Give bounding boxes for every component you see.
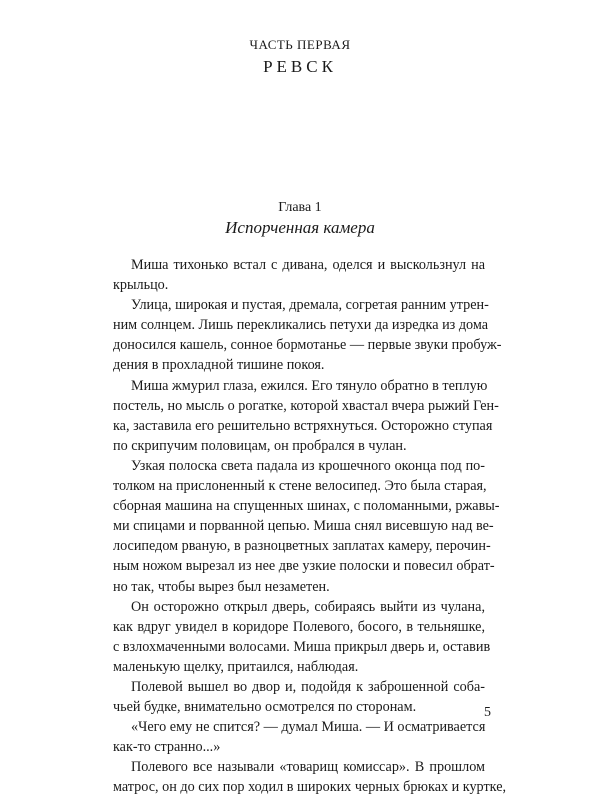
- text-line: Узкая полоска света падала из крошечного оконца под по-: [131, 457, 485, 474]
- text-line: Улица, широкая и пустая, дремала, согретая ранним утрен-: [131, 297, 489, 314]
- text-line: Полевого все называли «товарищ комиссар». В прошлом: [131, 759, 485, 776]
- text-line: чьей будке, внимательно осмотрелся по сторонам.: [113, 699, 417, 716]
- text-line: как-то странно...»: [113, 739, 221, 756]
- body-text: [113, 255, 507, 798]
- text-line: дения в прохладной тишине покоя.: [113, 357, 325, 374]
- text-line: лосипедом рваную, в разноцветных заплатах камеру, перочин-: [113, 538, 491, 555]
- page-number: 5: [484, 705, 491, 720]
- chapter-title: Испорченная камера: [225, 218, 375, 237]
- text-line: ми спицами и порванной цепью. Миша снял висевшую над ве-: [113, 518, 494, 535]
- text-line: как вдруг увидел в коридоре Полевого, босого, в тельняшке,: [113, 618, 485, 635]
- text-line: Миша жмурил глаза, ежился. Его тянуло обратно в теплую: [131, 377, 488, 394]
- text-line: сборная машина на спущенных шинах, с поломанными, ржавы-: [113, 498, 500, 515]
- text-line: «Чего ему не спится? — думал Миша. — И осматривается: [131, 719, 486, 736]
- text-line: крыльцо.: [113, 277, 169, 294]
- text-line: толком на прислоненный к стене велосипед. Это была старая,: [113, 478, 487, 495]
- text-line: Полевой вышел во двор и, подойдя к заброшенной соба-: [131, 678, 485, 695]
- text-line: по скрипучим половицам, он пробрался в чулан.: [113, 437, 407, 454]
- text-line: Миша тихонько встал с дивана, оделся и выскользнул на: [131, 257, 485, 273]
- chapter-label: Глава 1: [278, 200, 322, 215]
- text-line: но так, чтобы вырез был незаметен.: [113, 578, 330, 595]
- text-line: ним солнцем. Лишь перекликались петухи да изредка из дома: [113, 317, 489, 334]
- text-line: маленькую щелку, притаился, наблюдая.: [113, 658, 359, 675]
- part-title: РЕВСК: [263, 57, 337, 76]
- part-label: ЧАСТЬ ПЕРВАЯ: [249, 37, 351, 52]
- text-line: постель, но мысль о рогатке, которой хвастал вчера рыжий Ген-: [113, 397, 499, 414]
- text-line: доносился кашель, сонное бормотанье — первые звуки пробуж-: [113, 337, 502, 354]
- text-line: с взлохмаченными волосами. Миша прикрыл дверь и, оставив: [113, 638, 491, 655]
- text-line: Он осторожно открыл дверь, собираясь выйти из чулана,: [131, 598, 485, 615]
- text-line: ка, заставила его решительно встряхнуться. Осторожно ступая: [113, 417, 493, 434]
- text-line: матрос, он до сих пор ходил в широких черных брюках и куртке,: [113, 779, 507, 796]
- text-line: ным ножом вырезал из нее две узкие полоски и повесил обрат-: [113, 558, 495, 575]
